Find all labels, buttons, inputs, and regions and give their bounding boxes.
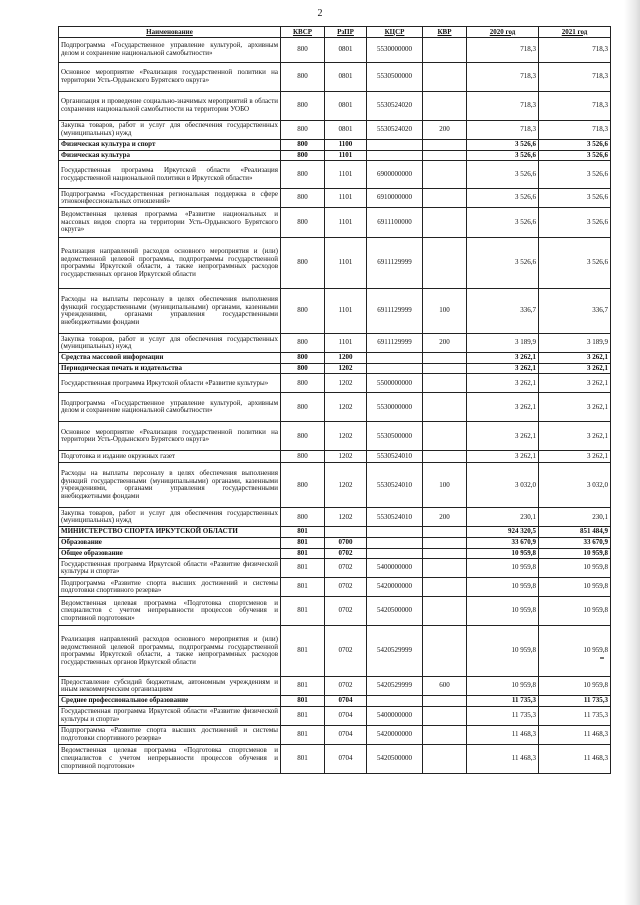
- cell-2021: 3 262,1: [539, 353, 611, 364]
- cell-kvr: [423, 578, 467, 597]
- cell-kcsr: [367, 150, 423, 161]
- cell-kvr: 600: [423, 677, 467, 696]
- cell-rzpr: 0704: [325, 696, 367, 707]
- table-row: [59, 161, 611, 189]
- cell-name: Реализация направлений расходов основного мероприятия и (или) ведомственной целевой программы, подпрограммы государственной программы Иркутской области, а также непрограммных расходов государственных органов Иркутской области: [59, 626, 281, 677]
- table-row: [59, 422, 611, 451]
- cell-2020: 718,3: [467, 121, 539, 140]
- cell-2020: 718,3: [467, 38, 539, 63]
- cell-rzpr: 0704: [325, 706, 367, 725]
- cell-2021: 3 526,6: [539, 140, 611, 151]
- cell-name: Государственная программа Иркутской области «Развитие культуры»: [59, 374, 281, 393]
- cell-kcsr: 6911100000: [367, 208, 423, 238]
- cell-rzpr: 0801: [325, 63, 367, 92]
- table-row: [59, 363, 611, 374]
- table-row: [59, 451, 611, 463]
- cell-2020: 3 526,6: [467, 161, 539, 189]
- cell-2020: 3 262,1: [467, 353, 539, 364]
- cell-rzpr: 1202: [325, 463, 367, 508]
- cell-2020: 3 262,1: [467, 374, 539, 393]
- cell-name: Физическая культура: [59, 150, 281, 161]
- table-row: [59, 626, 611, 677]
- cell-2020: 11 735,3: [467, 696, 539, 707]
- cell-kcsr: 5530000000: [367, 393, 423, 422]
- cell-kcsr: 5420000000: [367, 725, 423, 744]
- cell-kvr: [423, 725, 467, 744]
- cell-2020: 3 262,1: [467, 393, 539, 422]
- table-row: [59, 597, 611, 626]
- cell-kvr: 100: [423, 289, 467, 334]
- cell-kvsr: 801: [281, 696, 325, 707]
- cell-name: Средства массовой информации: [59, 353, 281, 364]
- cell-kcsr: [367, 363, 423, 374]
- cell-kvr: [423, 38, 467, 63]
- cell-name: Ведомственная целевая программа «Развитие национальных и массовых видов спорта на территории Усть-Ордынского Бурятского округа»: [59, 208, 281, 238]
- cell-kvsr: 800: [281, 140, 325, 151]
- table-row: [59, 744, 611, 773]
- cell-rzpr: [325, 527, 367, 538]
- cell-kcsr: 6911129999: [367, 334, 423, 353]
- cell-kvsr: 800: [281, 189, 325, 208]
- table-row: [59, 150, 611, 161]
- cell-kvsr: 800: [281, 353, 325, 364]
- cell-name: Организация и проведение социально-значимых мероприятий в области сохранения национальной самобытности на территории УОБО: [59, 92, 281, 121]
- cell-kvsr: 801: [281, 527, 325, 538]
- cell-kvr: [423, 150, 467, 161]
- cell-name: Периодическая печать и издательства: [59, 363, 281, 374]
- cell-kvr: [423, 238, 467, 289]
- cell-kvsr: 800: [281, 150, 325, 161]
- cell-kcsr: [367, 527, 423, 538]
- table-row: [59, 334, 611, 353]
- cell-kvr: [423, 422, 467, 451]
- table-row: [59, 706, 611, 725]
- cell-kcsr: 5420500000: [367, 744, 423, 773]
- cell-kvr: [423, 696, 467, 707]
- cell-kvr: 200: [423, 508, 467, 527]
- cell-rzpr: 1101: [325, 208, 367, 238]
- cell-2020: 11 468,3: [467, 725, 539, 744]
- cell-name: Расходы на выплаты персоналу в целях обеспечения выполнения функций государственными (муниципальными) органами, казенными учреждениями, органами управления государственными внебюджетными фондами: [59, 463, 281, 508]
- cell-2020: 3 189,9: [467, 334, 539, 353]
- cell-name: Закупка товаров, работ и услуг для обеспечения государственных (муниципальных) нужд: [59, 121, 281, 140]
- cell-kcsr: 6900000000: [367, 161, 423, 189]
- cell-name: Государственная программа Иркутской области «Развитие физической культуры и спорта»: [59, 706, 281, 725]
- cell-2020: 3 526,6: [467, 150, 539, 161]
- cell-kcsr: [367, 140, 423, 151]
- cell-name: Основное мероприятие «Реализация государственной политики на территории Усть-Ордынского Бурятского округа»: [59, 63, 281, 92]
- cell-kcsr: 5420500000: [367, 597, 423, 626]
- cell-kvsr: 800: [281, 374, 325, 393]
- cell-kvsr: 800: [281, 451, 325, 463]
- cell-2020: 11 735,3: [467, 706, 539, 725]
- table-row: [59, 121, 611, 140]
- cell-kcsr: 5530524010: [367, 451, 423, 463]
- cell-2020: 3 526,6: [467, 208, 539, 238]
- cell-kvr: [423, 374, 467, 393]
- table-row: [59, 63, 611, 92]
- cell-kcsr: [367, 353, 423, 364]
- cell-2021: 718,3: [539, 121, 611, 140]
- cell-name: МИНИСТЕРСТВО СПОРТА ИРКУТСКОЙ ОБЛАСТИ: [59, 527, 281, 538]
- cell-rzpr: 0702: [325, 677, 367, 696]
- cell-kvr: [423, 393, 467, 422]
- cell-kcsr: 5530524020: [367, 121, 423, 140]
- cell-kvsr: 801: [281, 626, 325, 677]
- cell-name: Подпрограмма «Развитие спорта высших достижений и системы подготовки спортивного резерва»: [59, 578, 281, 597]
- cell-kvr: [423, 559, 467, 578]
- cell-kvsr: 801: [281, 725, 325, 744]
- cell-kcsr: 6911129999: [367, 289, 423, 334]
- cell-kcsr: 5420000000: [367, 578, 423, 597]
- cell-2020: 33 670,9: [467, 537, 539, 548]
- cell-2021: 10 959,8: [539, 578, 611, 597]
- table-row: [59, 508, 611, 527]
- cell-2021: 10 959,8: [539, 597, 611, 626]
- cell-kvr: [423, 451, 467, 463]
- header-2020: 2020 год: [467, 27, 539, 38]
- cell-kvsr: 801: [281, 597, 325, 626]
- cell-2020: 718,3: [467, 92, 539, 121]
- cell-kcsr: [367, 696, 423, 707]
- cell-2021: 3 189,9: [539, 334, 611, 353]
- cell-2021: 11 468,3: [539, 744, 611, 773]
- table-row: [59, 548, 611, 559]
- cell-rzpr: 1202: [325, 451, 367, 463]
- cell-name: Закупка товаров, работ и услуг для обеспечения государственных (муниципальных) нужд: [59, 334, 281, 353]
- cell-2020: 718,3: [467, 63, 539, 92]
- cell-2021: 11 468,3: [539, 725, 611, 744]
- cell-kcsr: [367, 548, 423, 559]
- cell-kvr: 200: [423, 121, 467, 140]
- cell-kcsr: 5530524020: [367, 92, 423, 121]
- cell-rzpr: 1202: [325, 508, 367, 527]
- cell-kcsr: 5420529999: [367, 677, 423, 696]
- cell-name: Подпрограмма «Государственное управление культурой, архивным делом и сохранение национальной самобытности»: [59, 393, 281, 422]
- table-row: [59, 696, 611, 707]
- cell-name: Физическая культура и спорт: [59, 140, 281, 151]
- cell-rzpr: 0700: [325, 537, 367, 548]
- cell-kcsr: 6911129999: [367, 238, 423, 289]
- table-row: [59, 393, 611, 422]
- table-row: [59, 38, 611, 63]
- cell-2021: 3 526,6: [539, 189, 611, 208]
- cell-kvsr: 800: [281, 393, 325, 422]
- cell-2020: 10 959,8: [467, 677, 539, 696]
- cell-2021: 11 735,3: [539, 696, 611, 707]
- cell-name: Образование: [59, 537, 281, 548]
- cell-rzpr: 1202: [325, 363, 367, 374]
- cell-kvr: [423, 363, 467, 374]
- cell-kcsr: [367, 537, 423, 548]
- table-row: [59, 578, 611, 597]
- cell-kvr: [423, 63, 467, 92]
- cell-rzpr: 1202: [325, 422, 367, 451]
- page-number: 2: [317, 8, 323, 19]
- cell-rzpr: 0801: [325, 92, 367, 121]
- cell-2021: 3 262,1: [539, 422, 611, 451]
- table-row: [59, 353, 611, 364]
- table-row: [59, 189, 611, 208]
- table-row: [59, 289, 611, 334]
- cell-2020: 10 959,8: [467, 626, 539, 677]
- cell-name: Подпрограмма «Развитие спорта высших достижений и системы подготовки спортивного резерва»: [59, 725, 281, 744]
- cell-kvr: [423, 92, 467, 121]
- cell-2021: 10 959,8: [539, 677, 611, 696]
- cell-kvsr: 800: [281, 463, 325, 508]
- cell-2021: 3 526,6: [539, 208, 611, 238]
- cell-kvr: [423, 161, 467, 189]
- cell-rzpr: 1200: [325, 353, 367, 364]
- cell-2021: 718,3: [539, 92, 611, 121]
- cell-kvsr: 800: [281, 508, 325, 527]
- cell-name: Основное мероприятие «Реализация государственной политики на территории Усть-Ордынского Бурятского округа»: [59, 422, 281, 451]
- cell-kvsr: 800: [281, 63, 325, 92]
- cell-2020: 10 959,8: [467, 578, 539, 597]
- cell-name: Ведомственная целевая программа «Подготовка спортсменов и специалистов с учетом непрерывности процессов обучения и спортивной подготовки»: [59, 597, 281, 626]
- header-name: Наименование: [59, 27, 281, 38]
- cell-2021: 11 735,3: [539, 706, 611, 725]
- cell-kvr: [423, 744, 467, 773]
- cell-2021: 718,3: [539, 63, 611, 92]
- cell-rzpr: 0702: [325, 548, 367, 559]
- cell-rzpr: 1101: [325, 289, 367, 334]
- cell-2020: 3 032,0: [467, 463, 539, 508]
- cell-name: Закупка товаров, работ и услуг для обеспечения государственных (муниципальных) нужд: [59, 508, 281, 527]
- cell-kvr: [423, 140, 467, 151]
- cell-kvsr: 801: [281, 677, 325, 696]
- cell-kvsr: 801: [281, 578, 325, 597]
- cell-2020: 924 320,5: [467, 527, 539, 538]
- cell-2020: 3 526,6: [467, 140, 539, 151]
- cell-2021: 3 262,1: [539, 393, 611, 422]
- cell-kvr: 100: [423, 463, 467, 508]
- cell-2021: 10 959,8: [539, 626, 611, 677]
- cell-kvsr: 801: [281, 548, 325, 559]
- cell-kvsr: 800: [281, 121, 325, 140]
- cell-2020: 3 526,6: [467, 238, 539, 289]
- cell-2020: 3 262,1: [467, 422, 539, 451]
- cell-2020: 11 468,3: [467, 744, 539, 773]
- header-rzpr: РзПР: [325, 27, 367, 38]
- cell-2021: 3 526,6: [539, 161, 611, 189]
- cell-name: Общее образование: [59, 548, 281, 559]
- cell-2021: 10 959,8: [539, 559, 611, 578]
- cell-name: Подпрограмма «Государственное управление культурой, архивным делом и сохранение национальной самобытности»: [59, 38, 281, 63]
- cell-kvsr: 800: [281, 38, 325, 63]
- cell-2021: 3 262,1: [539, 374, 611, 393]
- cell-2020: 3 262,1: [467, 363, 539, 374]
- cell-rzpr: 0801: [325, 38, 367, 63]
- cell-rzpr: 0702: [325, 578, 367, 597]
- cell-2020: 3 262,1: [467, 451, 539, 463]
- cell-name: Подпрограмма «Государственная региональная поддержка в сфере этноконфессиональных отношений»: [59, 189, 281, 208]
- cell-2021: 33 670,9: [539, 537, 611, 548]
- cell-kvsr: 800: [281, 92, 325, 121]
- cell-rzpr: 1100: [325, 140, 367, 151]
- cell-rzpr: 0704: [325, 725, 367, 744]
- cell-kvsr: 801: [281, 537, 325, 548]
- cell-kvr: [423, 353, 467, 364]
- cell-2020: 3 526,6: [467, 189, 539, 208]
- cell-rzpr: 1101: [325, 189, 367, 208]
- cell-rzpr: 1101: [325, 161, 367, 189]
- cell-rzpr: 1101: [325, 238, 367, 289]
- cell-2021: 851 484,9: [539, 527, 611, 538]
- cell-2021: 3 262,1: [539, 363, 611, 374]
- scan-mark: [600, 657, 604, 659]
- cell-2020: 10 959,8: [467, 559, 539, 578]
- cell-2020: 230,1: [467, 508, 539, 527]
- cell-kvr: [423, 527, 467, 538]
- cell-name: Реализация направлений расходов основного мероприятия и (или) ведомственной целевой программы, подпрограммы государственной программы Иркутской области, а также непрограммных расходов государственных органов Иркутской области: [59, 238, 281, 289]
- table-row: [59, 238, 611, 289]
- cell-kvsr: 801: [281, 744, 325, 773]
- table-body: [59, 38, 611, 774]
- cell-name: Подготовка и издание окружных газет: [59, 451, 281, 463]
- header-kvsr: КВСР: [281, 27, 325, 38]
- cell-2021: 3 526,6: [539, 150, 611, 161]
- cell-kvsr: 801: [281, 559, 325, 578]
- cell-rzpr: 0704: [325, 744, 367, 773]
- budget-table: [58, 26, 611, 774]
- table-row: [59, 463, 611, 508]
- cell-name: Предоставление субсидий бюджетным, автономным учреждениям и иным некоммерческим организациям: [59, 677, 281, 696]
- cell-2021: 3 526,6: [539, 238, 611, 289]
- cell-kvr: [423, 548, 467, 559]
- cell-rzpr: 0801: [325, 121, 367, 140]
- cell-name: Среднее профессиональное образование: [59, 696, 281, 707]
- cell-2020: 10 959,8: [467, 597, 539, 626]
- cell-kvsr: 800: [281, 334, 325, 353]
- cell-kvsr: 800: [281, 363, 325, 374]
- cell-2021: 3 032,0: [539, 463, 611, 508]
- cell-kvsr: 800: [281, 422, 325, 451]
- cell-2021: 3 262,1: [539, 451, 611, 463]
- cell-kcsr: 5530500000: [367, 63, 423, 92]
- cell-2020: 10 959,8: [467, 548, 539, 559]
- cell-kvsr: 801: [281, 706, 325, 725]
- cell-kvr: [423, 208, 467, 238]
- table-row: [59, 537, 611, 548]
- cell-kvsr: 800: [281, 208, 325, 238]
- cell-kcsr: 5400000000: [367, 706, 423, 725]
- cell-kcsr: 5530524010: [367, 463, 423, 508]
- cell-kvr: [423, 537, 467, 548]
- cell-rzpr: 1101: [325, 334, 367, 353]
- header-kvr: КВР: [423, 27, 467, 38]
- cell-kvr: 200: [423, 334, 467, 353]
- cell-name: Государственная программа Иркутской области «Реализация государственной национальной политики в Иркутской области»: [59, 161, 281, 189]
- cell-kcsr: 5530524010: [367, 508, 423, 527]
- cell-kvsr: 800: [281, 289, 325, 334]
- cell-rzpr: 1202: [325, 393, 367, 422]
- cell-2021: 336,7: [539, 289, 611, 334]
- table-row: [59, 559, 611, 578]
- table-row: [59, 140, 611, 151]
- table-row: [59, 725, 611, 744]
- table-row: [59, 92, 611, 121]
- cell-kcsr: 5530000000: [367, 38, 423, 63]
- cell-rzpr: 0702: [325, 626, 367, 677]
- cell-kcsr: 6910000000: [367, 189, 423, 208]
- cell-rzpr: 1101: [325, 150, 367, 161]
- cell-kcsr: 5400000000: [367, 559, 423, 578]
- cell-kvr: [423, 626, 467, 677]
- cell-kvsr: 800: [281, 161, 325, 189]
- cell-name: Ведомственная целевая программа «Подготовка спортсменов и специалистов с учетом непрерывности процессов обучения и спортивной подготовки»: [59, 744, 281, 773]
- cell-kvr: [423, 706, 467, 725]
- cell-name: Расходы на выплаты персоналу в целях обеспечения выполнения функций государственными (муниципальными) органами, казенными учреждениями, органами управления государственными внебюджетными фондами: [59, 289, 281, 334]
- cell-name: Государственная программа Иркутской области «Развитие физической культуры и спорта»: [59, 559, 281, 578]
- cell-2021: 230,1: [539, 508, 611, 527]
- table-header-row: [59, 27, 611, 38]
- header-kcsr: КЦСР: [367, 27, 423, 38]
- cell-kcsr: 5500000000: [367, 374, 423, 393]
- table-row: [59, 208, 611, 238]
- cell-2020: 336,7: [467, 289, 539, 334]
- cell-kvr: [423, 597, 467, 626]
- cell-rzpr: 0702: [325, 597, 367, 626]
- cell-kvr: [423, 189, 467, 208]
- header-2021: 2021 год: [539, 27, 611, 38]
- table-row: [59, 374, 611, 393]
- table-row: [59, 527, 611, 538]
- cell-kcsr: 5530500000: [367, 422, 423, 451]
- table-row: [59, 677, 611, 696]
- scan-edge-shadow: [624, 0, 640, 905]
- cell-rzpr: 0702: [325, 559, 367, 578]
- cell-kcsr: 5420529999: [367, 626, 423, 677]
- cell-2021: 10 959,8: [539, 548, 611, 559]
- cell-kvsr: 800: [281, 238, 325, 289]
- cell-2021: 718,3: [539, 38, 611, 63]
- cell-rzpr: 1202: [325, 374, 367, 393]
